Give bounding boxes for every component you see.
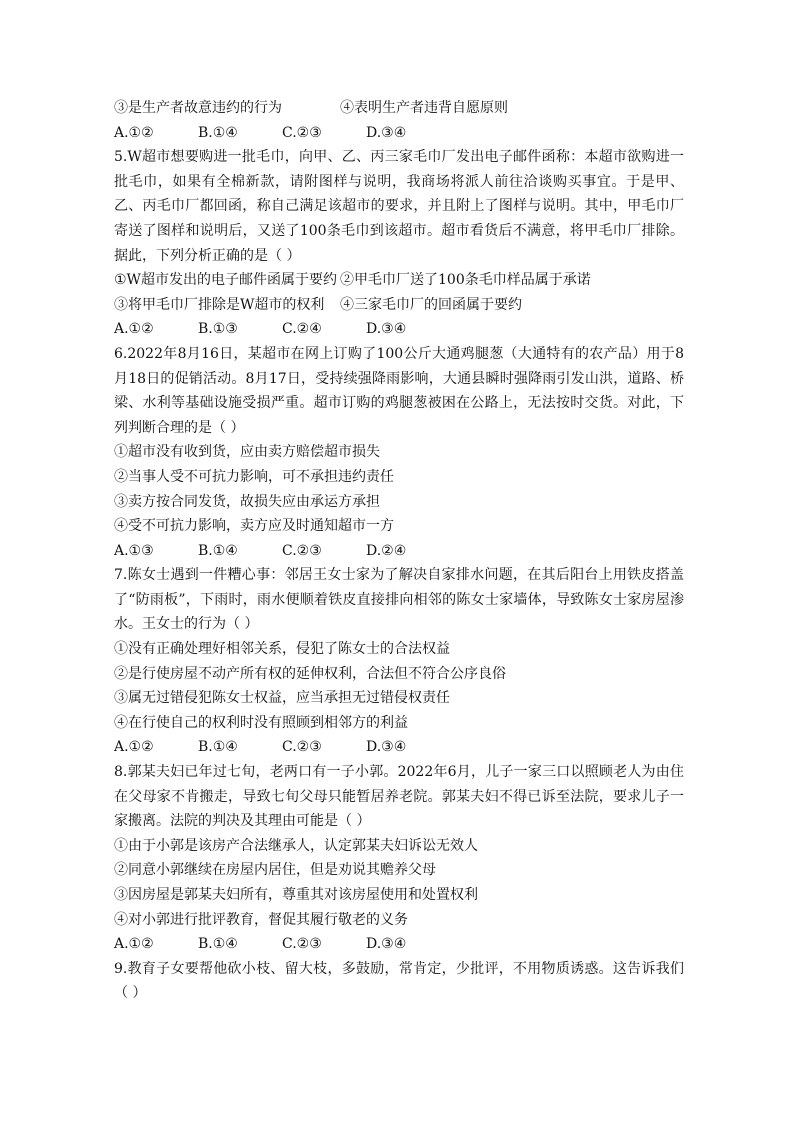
exam-page	[114, 96, 684, 1006]
choice-row	[114, 268, 684, 293]
choice-item: ①W超市发出的电子邮件函属于要约	[114, 272, 337, 289]
answer-options	[114, 121, 684, 146]
choice-item: ④在行使自己的权利时没有照顾到相邻方的利益	[114, 714, 408, 731]
choice-item: ②甲毛巾厂送了100条毛巾样品属于承诺	[340, 272, 591, 289]
option-c: C.②④	[282, 321, 322, 338]
option-b: B.①④	[198, 542, 238, 559]
question-9-stem: 9.教育子女要帮他砍小枝、留大枝，多鼓励，常肯定，少批评，不用物质诱惑。这告诉我们（ ）	[114, 960, 684, 1002]
question-7-stem: 7.陈女士遇到一件糟心事：邻居王女士家为了解决自家排水问题，在其后阳台上用铁皮搭盖了“防雨板”，下雨时，雨水便顺着铁皮直接排向相邻的陈女士家墙体，导致陈女士家房屋渗水。王女士的行为（ ）	[114, 567, 684, 633]
choice-item: ④表明生产者违背自愿原则	[340, 100, 508, 116]
choice-item: ③属无过错侵犯陈女士权益，应当承担无过错侵权责任	[114, 690, 450, 707]
answer-options	[114, 539, 684, 564]
choice-item: ①超市没有收到货，应由卖方赔偿超市损失	[114, 444, 380, 461]
answer-options	[114, 317, 684, 342]
option-a: A.①②	[114, 936, 154, 953]
choice-row	[114, 293, 684, 318]
choice-item: ③因房屋是郭某夫妇所有，尊重其对该房屋使用和处置权利	[114, 887, 478, 903]
option-a: A.①②	[114, 321, 154, 338]
choice-item: ①没有正确处理好相邻关系，侵犯了陈女士的合法权益	[114, 641, 450, 658]
question-5-stem: 5.W超市想要购进一批毛巾，向甲、乙、丙三家毛巾厂发出电子邮件函称：本超市欲购进一批毛巾，如果有全棉新款，请附图样与说明，我商场将派人前往洽谈购买事宜。于是甲、乙、丙毛巾厂都回函，称自己满足该超市的要求，并且附上了图样与说明。其中，甲毛巾厂寄送了图样和说明后，又送了100条毛巾到该超市。超市看货后不满意，将甲毛巾厂排除。据此，下列分析正确的是（ ）	[114, 149, 684, 264]
question-8-stem: 8.郭某夫妇已年过七旬，老两口有一子小郭。2022年6月，儿子一家三口以照顾老人为由住在父母家不肯搬走，导致七旬父母只能暂居养老院。郭某夫妇不得已诉至法院，要求儿子一家搬离。法院的判决及其理由可能是（ ）	[114, 764, 684, 830]
answer-options	[114, 735, 684, 760]
option-a: A.①②	[114, 124, 154, 141]
choice-item: ①由于小郭是该房产合法继承人，认定郭某夫妇诉讼无效人	[114, 837, 478, 854]
choice-item: ③将甲毛巾厂排除是W超市的权利	[114, 296, 325, 313]
question-6-stem: 6.2022年8月16日，某超市在网上订购了100公斤大通鸡腿葱（大通特有的农产品）用于8月18日的促销活动。8月17日，受持续强降雨影响，大通县瞬时强降雨引发山洪，道路、桥梁、水利等基础设施受损严重。超市订购的鸡腿葱被困在公路上，无法按时交货。对此，下列判断合理的是（ ）	[114, 345, 684, 436]
option-b: B.①④	[198, 936, 238, 953]
choice-item: ③卖方按合同发货，故损失应由承运方承担	[114, 493, 380, 510]
option-c: C.②③	[282, 542, 322, 559]
choice-item: ②同意小郭继续在房屋内居住，但是劝说其赡养父母	[114, 862, 436, 879]
option-d: D.③④	[366, 124, 407, 141]
choice-item: ③是生产者故意违约的行为	[114, 100, 282, 116]
option-d: D.②④	[366, 542, 407, 559]
option-c: C.②③	[282, 124, 322, 141]
choice-item: ④对小郭进行批评教育，督促其履行敬老的义务	[114, 911, 408, 928]
option-d: D.③④	[366, 321, 407, 338]
option-d: D.③④	[366, 936, 407, 953]
option-a: A.①③	[114, 542, 154, 559]
option-b: B.①④	[198, 124, 238, 141]
answer-options	[114, 932, 684, 957]
choice-item: ④受不可抗力影响，卖方应及时通知超市一方	[114, 518, 394, 535]
option-c: C.②③	[282, 936, 322, 953]
option-b: B.①④	[198, 739, 238, 756]
choice-row	[114, 96, 684, 121]
option-d: D.③④	[366, 739, 407, 756]
choice-item: ②是行使房屋不动产所有权的延伸权利，合法但不符合公序良俗	[114, 665, 506, 682]
option-b: B.①③	[198, 321, 238, 338]
choice-item: ②当事人受不可抗力影响，可不承担违约责任	[114, 468, 394, 485]
option-a: A.①②	[114, 739, 154, 756]
option-c: C.②③	[282, 739, 322, 756]
choice-item: ④三家毛巾厂的回函属于要约	[340, 296, 522, 313]
